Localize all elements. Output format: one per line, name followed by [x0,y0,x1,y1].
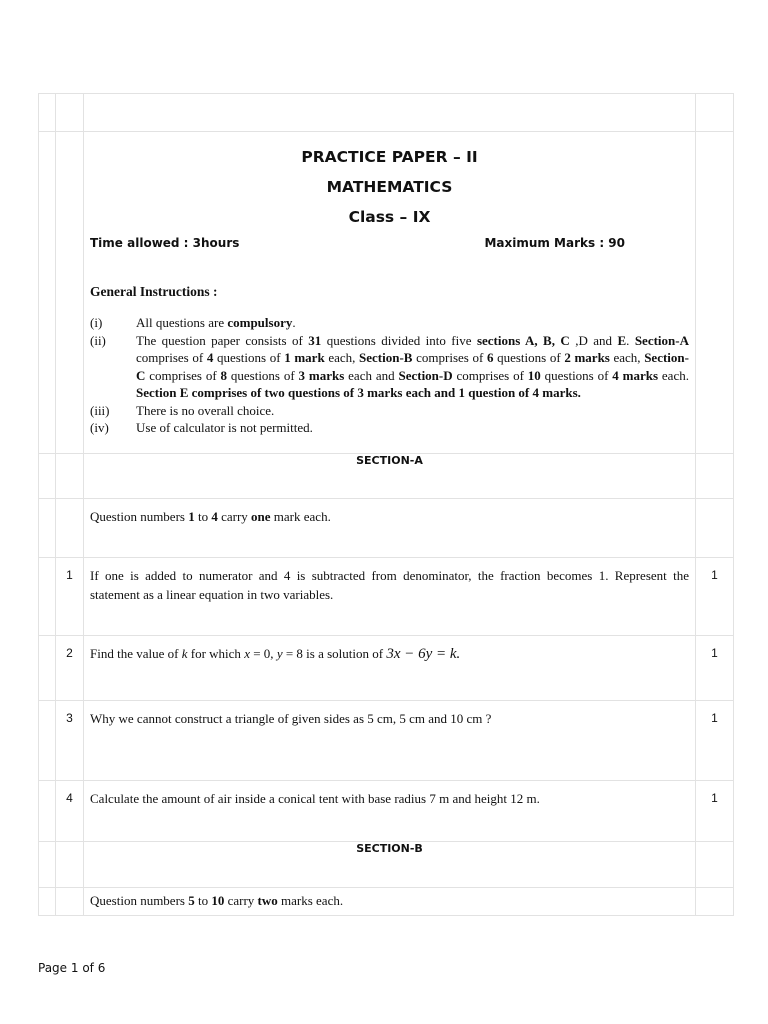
question-marks: 1 [696,781,734,842]
instructions-list [90,314,689,437]
question-text: Find the value of k for which x = 0, y = 8 is a solution of 3x − 6y = k. [84,636,696,701]
header-cell [84,132,696,454]
question-marks: 1 [696,701,734,781]
paper-meta [90,234,689,252]
question-number: 2 [56,636,84,701]
question-text: Why we cannot construct a triangle of given sides as 5 cm, 5 cm and 10 cm ? [84,701,696,781]
section-a-intro: Question numbers 1 to 4 carry one mark each. [84,499,696,558]
header-row [39,132,734,454]
section-b-row [39,842,734,888]
instructions-heading: General Instructions : [90,284,218,299]
instruction-item: (i) All questions are compulsory. [90,315,296,330]
question-marks: 1 [696,558,734,636]
page-number: Page 1 of 6 [38,961,106,975]
section-b-intro-row [39,888,734,916]
question-row [39,701,734,781]
time-allowed: Time allowed : 3hours [90,236,240,250]
question-row [39,558,734,636]
section-a-title: SECTION-A [84,454,696,499]
question-marks: 1 [696,636,734,701]
section-a-intro-row [39,499,734,558]
paper-class: Class – IX [348,208,431,226]
question-paper-table [38,93,734,916]
question-number: 3 [56,701,84,781]
instruction-item: (iii) There is no overall choice. [90,402,275,418]
question-number: 4 [56,781,84,842]
question-text: Calculate the amount of air inside a conical tent with base radius 7 m and height 12 m. [84,781,696,842]
section-b-title: SECTION-B [84,842,696,888]
question-number: 1 [56,558,84,636]
top-spacer-row [39,94,734,132]
question-row [39,636,734,701]
equation: 3x − 6y = k. [386,646,461,662]
paper-subject: MATHEMATICS [326,178,453,196]
instruction-item: (ii) The question paper consists of 31 questions divided into five sections A, B, C ,D and E. Section-A comprises of 4 questions of 1 mark each, Section-B comprises of 6 questions of 2 marks each, Section-C comprises of 8 questions of 3 marks each and Section-D comprises of 10 questions of 4 marks each. Section E comprises of two questions of 3 marks each and 1 question of 4 marks. [90,332,689,400]
question-row [39,781,734,842]
paper-title: PRACTICE PAPER – II [301,148,478,166]
max-marks: Maximum Marks : 90 [484,236,625,250]
section-b-intro: Question numbers 5 to 10 carry two marks each. [84,888,696,916]
section-a-row [39,454,734,499]
instruction-item: (iv) Use of calculator is not permitted. [90,420,313,435]
question-text: If one is added to numerator and 4 is subtracted from denominator, the fraction becomes 1. Represent the statement as a linear equation in two variables. [84,558,696,636]
